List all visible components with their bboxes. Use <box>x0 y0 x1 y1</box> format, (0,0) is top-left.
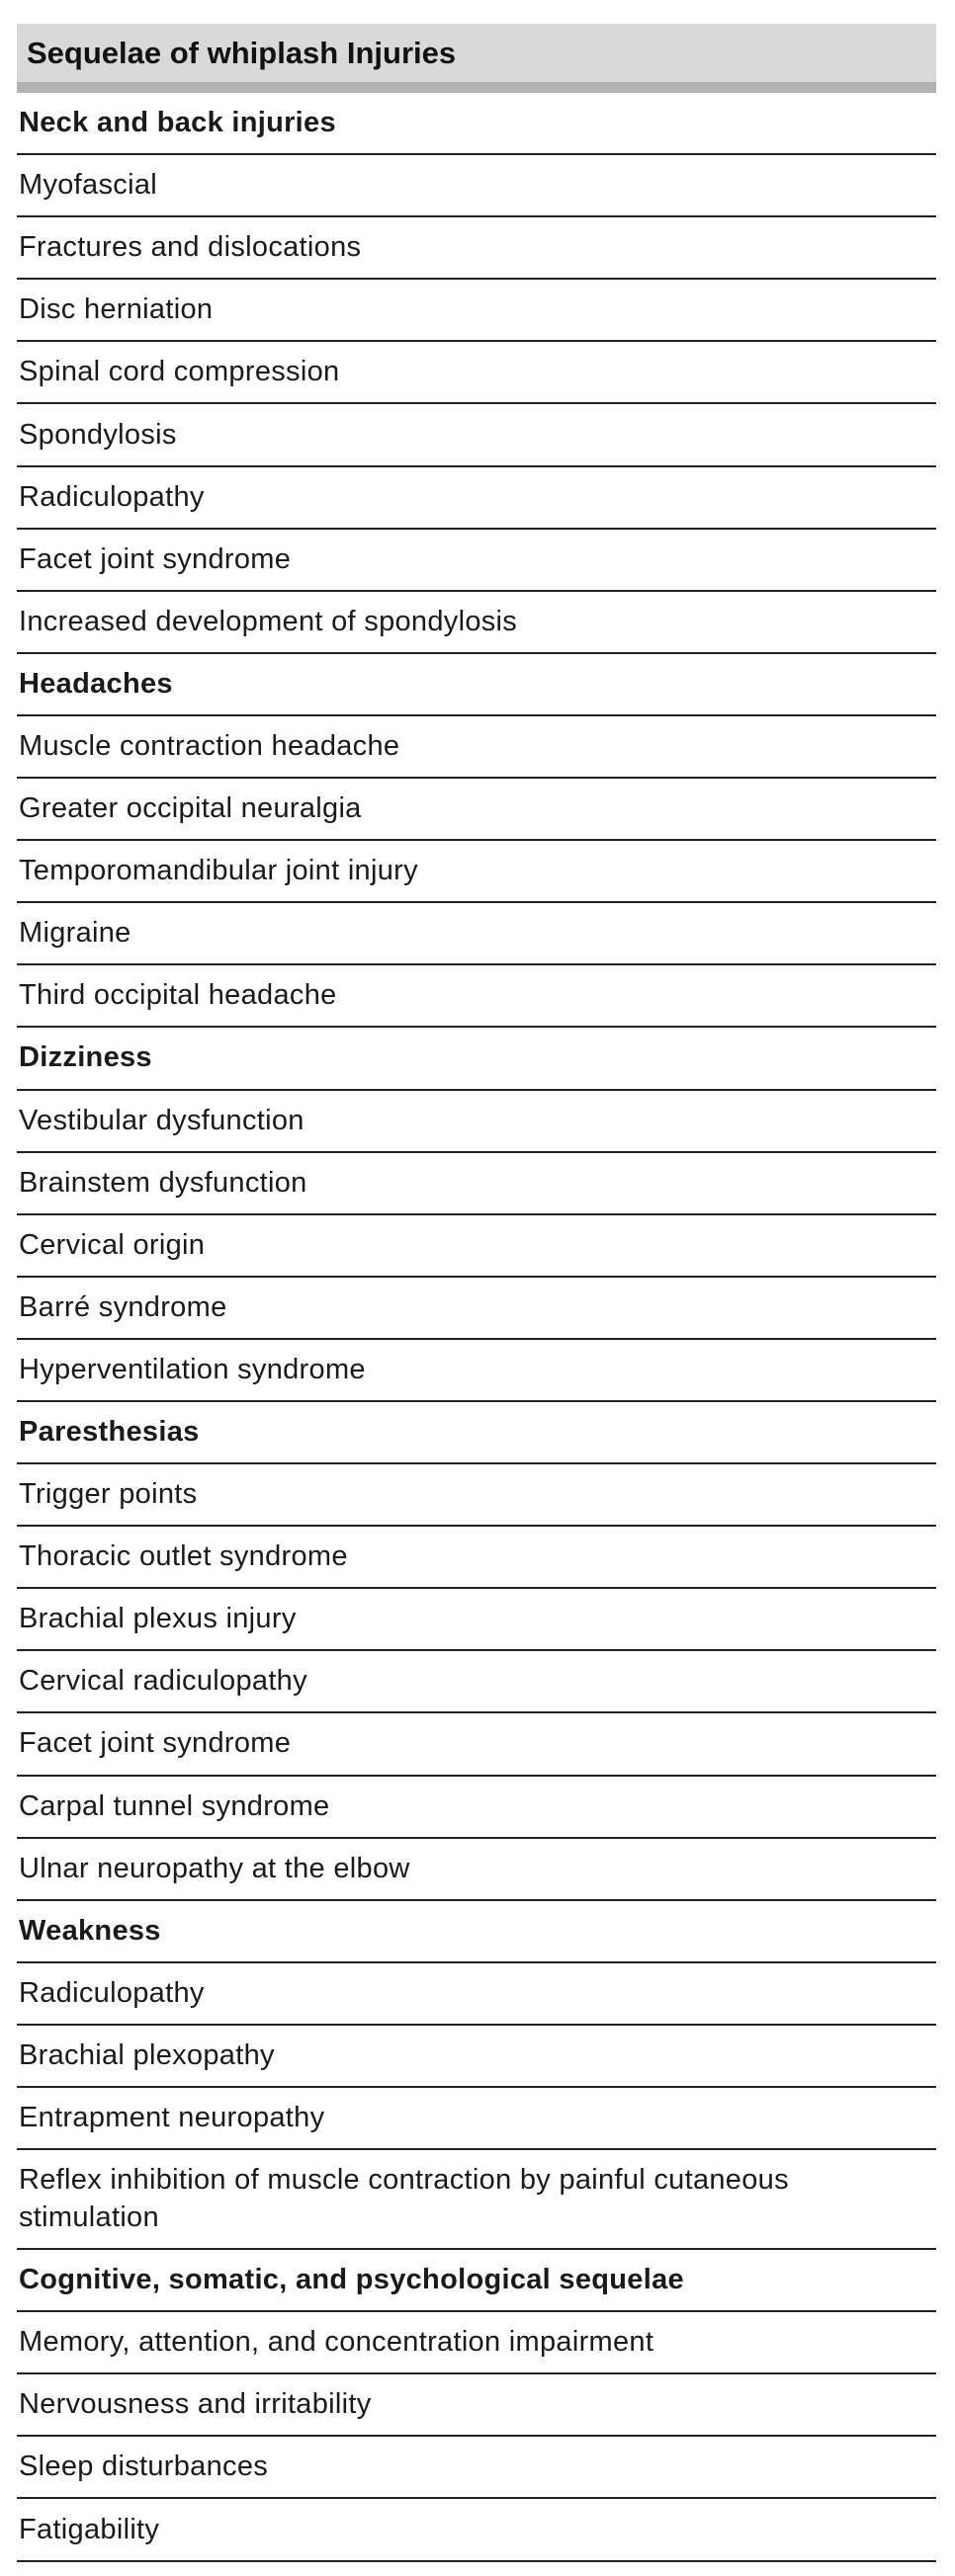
table-row <box>17 779 936 841</box>
table-row <box>17 467 936 530</box>
row-text: Trigger points <box>19 1478 198 1511</box>
table-row <box>17 2150 936 2250</box>
table-row <box>17 217 936 280</box>
table-row <box>17 965 936 1028</box>
section-heading-row <box>17 93 936 155</box>
row-text: Greater occipital neuralgia <box>19 792 362 825</box>
section-heading-text: Headaches <box>19 667 173 700</box>
table-row <box>17 1527 936 1589</box>
table-row <box>17 1963 936 2026</box>
table-row <box>17 1091 936 1153</box>
section-heading-text: Cognitive, somatic, and psychological sequelae <box>19 2264 684 2296</box>
table-row <box>17 2026 936 2088</box>
table-row <box>17 1215 936 1278</box>
row-text: Migraine <box>19 917 131 950</box>
table-row <box>17 1713 936 1776</box>
table-title: Sequelae of whiplash Injuries <box>17 24 936 93</box>
row-text: Ulnar neuropathy at the elbow <box>19 1852 410 1884</box>
row-text: Vestibular dysfunction <box>19 1104 304 1136</box>
table-row <box>17 1777 936 1839</box>
table-row <box>17 2374 936 2437</box>
table-row <box>17 716 936 779</box>
row-text: Fatigability <box>19 2513 160 2545</box>
row-text: Thoracic outlet syndrome <box>19 1540 348 1573</box>
table-row <box>17 1651 936 1713</box>
row-text: Spinal cord compression <box>19 356 340 388</box>
row-text: Reflex inhibition of muscle contraction by painful cutaneous stimulation <box>19 2163 789 2233</box>
row-text: Brachial plexopathy <box>19 2038 275 2071</box>
table-row <box>17 1153 936 1215</box>
section-heading-row <box>17 1901 936 1963</box>
row-text: Barré syndrome <box>19 1290 227 1323</box>
section-heading-text: Dizziness <box>19 1041 152 1074</box>
table-row <box>17 2088 936 2150</box>
row-text: Increased development of spondylosis <box>19 605 518 637</box>
row-text: Carpal tunnel syndrome <box>19 1789 330 1822</box>
row-text: Spondylosis <box>19 418 177 451</box>
row-text: Brainstem dysfunction <box>19 1166 307 1199</box>
table-row <box>17 342 936 404</box>
table-row <box>17 2499 936 2561</box>
table-row <box>17 404 936 466</box>
section-heading-text: Paresthesias <box>19 1416 200 1449</box>
table-row <box>17 2312 936 2374</box>
row-text: Facet joint syndrome <box>19 1727 292 1760</box>
row-text: Nervousness and irritability <box>19 2388 372 2421</box>
row-text: Memory, attention, and concentration impairment <box>19 2326 654 2359</box>
row-text: Sleep disturbances <box>19 2451 269 2483</box>
row-text: Radiculopathy <box>19 1976 205 2009</box>
table-row <box>17 592 936 654</box>
row-text: Cervical origin <box>19 1228 206 1261</box>
row-text: Hyperventilation syndrome <box>19 1353 366 1385</box>
section-heading-row <box>17 1028 936 1090</box>
table-row <box>17 1464 936 1527</box>
row-text: Third occipital headache <box>19 979 337 1012</box>
table-row <box>17 280 936 342</box>
row-text: Entrapment neuropathy <box>19 2102 325 2134</box>
table-rows <box>17 93 936 2562</box>
section-heading-text: Weakness <box>19 1914 161 1947</box>
table-row <box>17 903 936 965</box>
row-text: Cervical radiculopathy <box>19 1665 307 1698</box>
sequelae-table <box>17 24 936 2562</box>
table-row <box>17 841 936 903</box>
row-text: Radiculopathy <box>19 480 205 513</box>
row-text: Myofascial <box>19 169 157 202</box>
table-row <box>17 1839 936 1901</box>
row-text: Temporomandibular joint injury <box>19 855 418 887</box>
row-text: Muscle contraction headache <box>19 729 400 762</box>
row-text: Brachial plexus injury <box>19 1603 297 1635</box>
row-text: Facet joint syndrome <box>19 542 292 575</box>
table-row <box>17 1340 936 1402</box>
section-heading-row <box>17 654 936 716</box>
section-heading-row <box>17 2250 936 2312</box>
row-text: Disc herniation <box>19 293 214 326</box>
table-row <box>17 2437 936 2499</box>
table-row <box>17 1278 936 1340</box>
section-heading-text: Neck and back injuries <box>19 107 336 139</box>
table-row <box>17 155 936 217</box>
table-row <box>17 1589 936 1651</box>
section-heading-row <box>17 1402 936 1464</box>
row-text: Fractures and dislocations <box>19 231 362 264</box>
table-row <box>17 530 936 592</box>
